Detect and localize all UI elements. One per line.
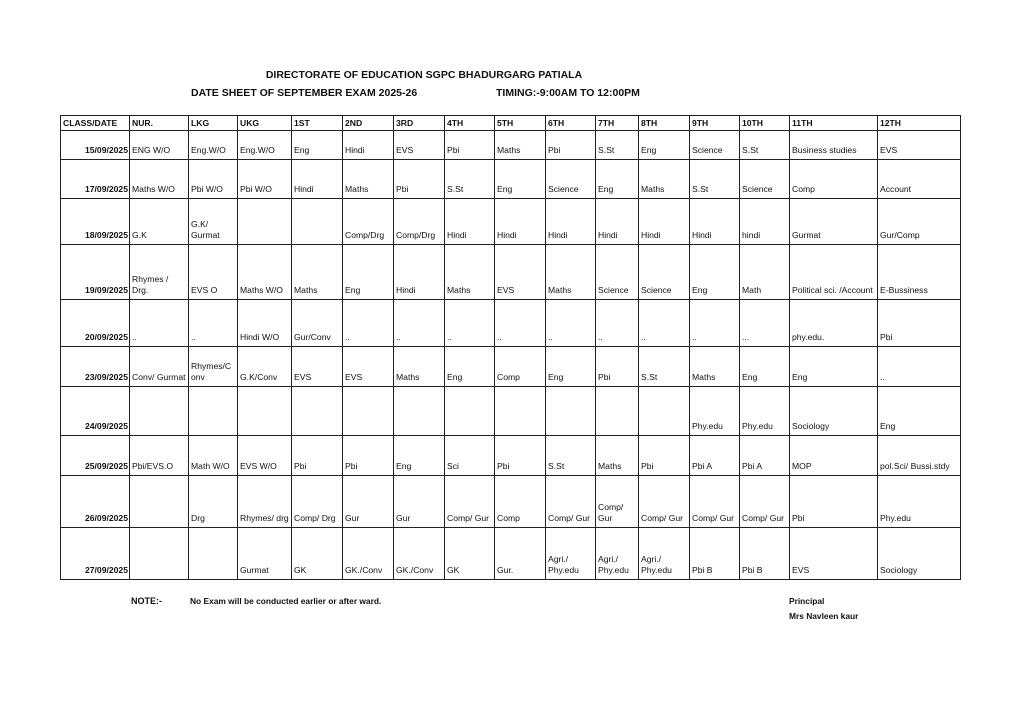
table-row bbox=[61, 387, 961, 436]
subject-cell: S.St bbox=[639, 347, 690, 387]
subject-cell: Eng.W/O bbox=[189, 131, 238, 160]
subject-cell: pol.Sci/ Bussi.stdy bbox=[878, 436, 961, 476]
subject-cell: Comp/ Gur bbox=[546, 476, 596, 528]
table-row bbox=[61, 160, 961, 199]
subject-cell: Sociology bbox=[878, 528, 961, 580]
subject-cell: GK./Conv bbox=[394, 528, 445, 580]
subject-cell: Pbi bbox=[394, 160, 445, 199]
subject-cell: Comp bbox=[790, 160, 878, 199]
subject-cell: Eng bbox=[343, 245, 394, 300]
subject-cell: G.K bbox=[130, 199, 189, 245]
subject-cell: EVS bbox=[292, 347, 343, 387]
subject-cell: .. bbox=[878, 347, 961, 387]
subject-cell: Business studies bbox=[790, 131, 878, 160]
subject-cell: Gur bbox=[343, 476, 394, 528]
subject-cell bbox=[238, 199, 292, 245]
directorate-title: DIRECTORATE OF EDUCATION SGPC BHADURGARG PATIALA bbox=[265, 69, 583, 81]
column-header: 11TH bbox=[790, 116, 878, 131]
subject-cell: Pbi B bbox=[740, 528, 790, 580]
subject-cell: Pbi bbox=[596, 347, 639, 387]
subject-cell: Phy.edu bbox=[878, 476, 961, 528]
subject-cell: Pbi A bbox=[690, 436, 740, 476]
subject-cell bbox=[292, 387, 343, 436]
column-header: LKG bbox=[189, 116, 238, 131]
subject-cell: Pbi bbox=[445, 131, 495, 160]
subject-cell: Hindi bbox=[394, 245, 445, 300]
subject-cell: Hindi bbox=[292, 160, 343, 199]
subject-cell bbox=[546, 387, 596, 436]
subject-cell: Hindi bbox=[639, 199, 690, 245]
subject-cell: Pbi bbox=[343, 436, 394, 476]
subject-cell: Sci bbox=[445, 436, 495, 476]
column-header: 8TH bbox=[639, 116, 690, 131]
note-label: NOTE:- bbox=[131, 596, 162, 606]
table-row bbox=[61, 347, 961, 387]
subject-cell: Gurmat bbox=[790, 199, 878, 245]
subject-cell: Hindi bbox=[445, 199, 495, 245]
subject-cell: Drg bbox=[189, 476, 238, 528]
subject-cell: Maths bbox=[546, 245, 596, 300]
subject-cell: Eng.W/O bbox=[238, 131, 292, 160]
column-header: 6TH bbox=[546, 116, 596, 131]
exam-date-cell: 26/09/2025 bbox=[61, 476, 130, 528]
subject-cell: Pbi W/O bbox=[238, 160, 292, 199]
subject-cell: .. bbox=[343, 300, 394, 347]
subject-cell: Gur/Comp bbox=[878, 199, 961, 245]
table-row bbox=[61, 476, 961, 528]
subject-cell: MOP bbox=[790, 436, 878, 476]
subject-cell: Maths bbox=[596, 436, 639, 476]
subject-cell: Agri./ Phy.edu bbox=[639, 528, 690, 580]
subject-cell: ENG W/O bbox=[130, 131, 189, 160]
subject-cell: Science bbox=[690, 131, 740, 160]
subject-cell: Phy.edu bbox=[740, 387, 790, 436]
subject-cell: G.K/Conv bbox=[238, 347, 292, 387]
column-header: UKG bbox=[238, 116, 292, 131]
subject-cell: Eng bbox=[790, 347, 878, 387]
subject-cell: Gur/Conv bbox=[292, 300, 343, 347]
subject-cell: Comp/ Gur bbox=[445, 476, 495, 528]
subject-cell: Maths bbox=[639, 160, 690, 199]
exam-date-cell: 24/09/2025 bbox=[61, 387, 130, 436]
date-sheet-title: DATE SHEET OF SEPTEMBER EXAM 2025-26 bbox=[191, 87, 418, 99]
subject-cell bbox=[238, 387, 292, 436]
column-header: 2ND bbox=[343, 116, 394, 131]
subject-cell: Pbi W/O bbox=[189, 160, 238, 199]
subject-cell: Comp/ Gur bbox=[596, 476, 639, 528]
subject-cell: Maths bbox=[292, 245, 343, 300]
subject-cell: Comp/ Gur bbox=[639, 476, 690, 528]
subject-cell: Eng bbox=[495, 160, 546, 199]
table-row bbox=[61, 436, 961, 476]
subject-cell: Comp/Drg bbox=[394, 199, 445, 245]
subject-cell: Eng bbox=[740, 347, 790, 387]
exam-date-cell: 15/09/2025 bbox=[61, 131, 130, 160]
subject-cell: GK./Conv bbox=[343, 528, 394, 580]
subject-cell: Sociology bbox=[790, 387, 878, 436]
subject-cell: Hindi bbox=[343, 131, 394, 160]
subject-cell bbox=[639, 387, 690, 436]
subject-cell: Gurmat bbox=[238, 528, 292, 580]
subject-cell: Comp/ Gur bbox=[690, 476, 740, 528]
date-sheet-table bbox=[60, 115, 961, 580]
note-text: No Exam will be conducted earlier or after ward. bbox=[190, 596, 382, 606]
subject-cell: Maths bbox=[495, 131, 546, 160]
table-header-row bbox=[61, 116, 961, 131]
subject-cell: Gur bbox=[394, 476, 445, 528]
column-header: 1ST bbox=[292, 116, 343, 131]
subject-cell bbox=[394, 387, 445, 436]
column-header: 5TH bbox=[495, 116, 546, 131]
exam-date-cell: 18/09/2025 bbox=[61, 199, 130, 245]
subject-cell: EVS W/O bbox=[238, 436, 292, 476]
subject-cell: S.St bbox=[740, 131, 790, 160]
subject-cell: Eng bbox=[546, 347, 596, 387]
principal-title: Principal bbox=[789, 596, 825, 606]
subject-cell: .. bbox=[495, 300, 546, 347]
subject-cell: .. bbox=[639, 300, 690, 347]
subject-cell bbox=[189, 387, 238, 436]
subject-cell: Eng bbox=[596, 160, 639, 199]
subject-cell: Maths bbox=[394, 347, 445, 387]
exam-date-cell: 17/09/2025 bbox=[61, 160, 130, 199]
subject-cell: EVS bbox=[495, 245, 546, 300]
subject-cell: Pbi bbox=[878, 300, 961, 347]
subject-cell: Comp bbox=[495, 347, 546, 387]
subject-cell: .. bbox=[596, 300, 639, 347]
subject-cell: .. bbox=[394, 300, 445, 347]
subject-cell: Eng bbox=[394, 436, 445, 476]
subject-cell: Eng bbox=[639, 131, 690, 160]
subject-cell: EVS bbox=[790, 528, 878, 580]
exam-date-cell: 27/09/2025 bbox=[61, 528, 130, 580]
subject-cell: phy.edu. bbox=[790, 300, 878, 347]
subject-cell: Gur. bbox=[495, 528, 546, 580]
subject-cell: Rhymes / Drg. bbox=[130, 245, 189, 300]
subject-cell: Rhymes/ drg bbox=[238, 476, 292, 528]
subject-cell: ... bbox=[740, 300, 790, 347]
subject-cell: Pbi bbox=[292, 436, 343, 476]
subject-cell: Math W/O bbox=[189, 436, 238, 476]
subject-cell: Maths W/O bbox=[238, 245, 292, 300]
subject-cell: Comp/ Drg bbox=[292, 476, 343, 528]
table-row bbox=[61, 131, 961, 160]
subject-cell: Eng bbox=[690, 245, 740, 300]
subject-cell: EVS bbox=[878, 131, 961, 160]
subject-cell: Agri./ Phy.edu bbox=[596, 528, 639, 580]
subject-cell: Pbi/EVS.O bbox=[130, 436, 189, 476]
subject-cell: S.St bbox=[546, 436, 596, 476]
subject-cell: hindi bbox=[740, 199, 790, 245]
subject-cell: .. bbox=[130, 300, 189, 347]
subject-cell: Pbi bbox=[546, 131, 596, 160]
subject-cell: Maths bbox=[445, 245, 495, 300]
table-row bbox=[61, 300, 961, 347]
column-header: CLASS/DATE bbox=[61, 116, 130, 131]
exam-date-cell: 25/09/2025 bbox=[61, 436, 130, 476]
subject-cell bbox=[495, 387, 546, 436]
subject-cell: Political sci. /Account bbox=[790, 245, 878, 300]
column-header: 9TH bbox=[690, 116, 740, 131]
subject-cell: Pbi bbox=[790, 476, 878, 528]
subject-cell: S.St bbox=[445, 160, 495, 199]
subject-cell bbox=[130, 476, 189, 528]
subject-cell: GK bbox=[292, 528, 343, 580]
subject-cell: Science bbox=[740, 160, 790, 199]
exam-timing: TIMING:-9:00AM TO 12:00PM bbox=[496, 87, 640, 99]
subject-cell: Rhymes/Conv bbox=[189, 347, 238, 387]
subject-cell: Math bbox=[740, 245, 790, 300]
subject-cell bbox=[130, 528, 189, 580]
subject-cell: Comp bbox=[495, 476, 546, 528]
subject-cell: .. bbox=[690, 300, 740, 347]
table-row bbox=[61, 245, 961, 300]
subject-cell: Pbi bbox=[495, 436, 546, 476]
subject-cell: Maths bbox=[343, 160, 394, 199]
subject-cell: GK bbox=[445, 528, 495, 580]
subject-cell: Maths bbox=[690, 347, 740, 387]
subject-cell bbox=[445, 387, 495, 436]
exam-date-cell: 23/09/2025 bbox=[61, 347, 130, 387]
subject-cell: Eng bbox=[292, 131, 343, 160]
subject-cell: Phy.edu bbox=[690, 387, 740, 436]
column-header: 10TH bbox=[740, 116, 790, 131]
subject-cell: Eng bbox=[445, 347, 495, 387]
subject-cell: .. bbox=[546, 300, 596, 347]
subject-cell: Hindi bbox=[690, 199, 740, 245]
subject-cell: Comp/Drg bbox=[343, 199, 394, 245]
column-header: 3RD bbox=[394, 116, 445, 131]
subject-cell: Hindi W/O bbox=[238, 300, 292, 347]
subject-cell: Science bbox=[596, 245, 639, 300]
exam-date-cell: 19/09/2025 bbox=[61, 245, 130, 300]
table-row bbox=[61, 199, 961, 245]
table-row bbox=[61, 528, 961, 580]
principal-name: Mrs Navleen kaur bbox=[789, 611, 859, 621]
subject-cell: S.St bbox=[690, 160, 740, 199]
subject-cell: Conv/ Gurmat bbox=[130, 347, 189, 387]
subject-cell: Maths W/O bbox=[130, 160, 189, 199]
subject-cell bbox=[292, 199, 343, 245]
subject-cell: Account bbox=[878, 160, 961, 199]
subject-cell: Comp/ Gur bbox=[740, 476, 790, 528]
subject-cell bbox=[343, 387, 394, 436]
subject-cell: .. bbox=[445, 300, 495, 347]
subject-cell: .. bbox=[189, 300, 238, 347]
subject-cell: Agri./ Phy.edu bbox=[546, 528, 596, 580]
subject-cell bbox=[189, 528, 238, 580]
column-header: 4TH bbox=[445, 116, 495, 131]
subject-cell: S.St bbox=[596, 131, 639, 160]
subject-cell bbox=[596, 387, 639, 436]
subject-cell: EVS bbox=[394, 131, 445, 160]
table-body bbox=[61, 131, 961, 580]
subject-cell: Science bbox=[639, 245, 690, 300]
subject-cell: Pbi A bbox=[740, 436, 790, 476]
subject-cell: Hindi bbox=[546, 199, 596, 245]
subject-cell: Pbi B bbox=[690, 528, 740, 580]
subject-cell: Hindi bbox=[596, 199, 639, 245]
exam-date-cell: 20/09/2025 bbox=[61, 300, 130, 347]
subject-cell: EVS bbox=[343, 347, 394, 387]
column-header: 12TH bbox=[878, 116, 961, 131]
column-header: NUR. bbox=[130, 116, 189, 131]
subject-cell: Eng bbox=[878, 387, 961, 436]
subject-cell: Pbi bbox=[639, 436, 690, 476]
subject-cell: G.K/ Gurmat bbox=[189, 199, 238, 245]
subject-cell: Hindi bbox=[495, 199, 546, 245]
column-header: 7TH bbox=[596, 116, 639, 131]
subject-cell: EVS O bbox=[189, 245, 238, 300]
subject-cell: E-Bussiness bbox=[878, 245, 961, 300]
subject-cell bbox=[130, 387, 189, 436]
subject-cell: Science bbox=[546, 160, 596, 199]
